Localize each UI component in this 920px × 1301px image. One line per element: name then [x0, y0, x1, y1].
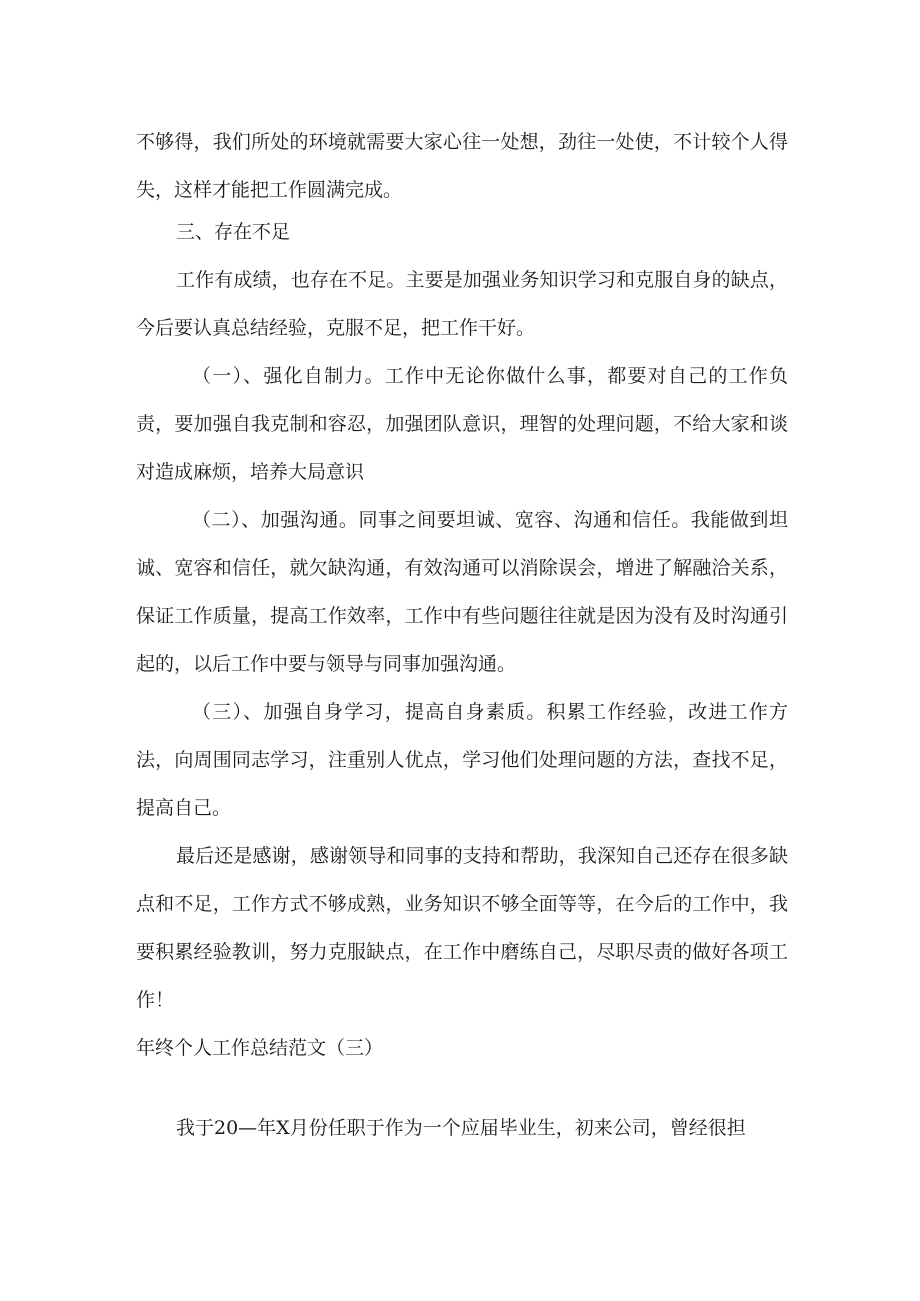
document-title-part-three: 年终个人工作总结范文（三）: [136, 1037, 384, 1059]
paragraph-self-control: （一）、强化自制力。工作中无论你做什么事，都要对自己的工作负责，要加强自我克制和容忍，加强团队意识，理智的处理问题，不给大家和谈对造成麻烦，培养大局意识: [136, 365, 788, 483]
paragraph-self-study: （三）、加强自身学习，提高自身素质。积累工作经验，改进工作方法，向周围同志学习，注重别人优点，学习他们处理问题的方法，查找不足，提高自己。: [136, 701, 788, 819]
paragraph-teamwork-closing: 不够得，我们所处的环境就需要大家心往一处想，劲往一处使，不计较个人得失，这样才能把工作圆满完成。: [136, 131, 788, 201]
section-heading-shortcomings: 三、存在不足: [176, 221, 291, 243]
paragraph-new-graduate-intro: 我于20—年X月份任职于作为一个应届毕业生，初来公司，曾经很担: [176, 1117, 746, 1139]
paragraph-shortcomings-intro: 工作有成绩，也存在不足。主要是加强业务知识学习和克服自身的缺点，今后要认真总结经验，克服不足，把工作干好。: [136, 269, 788, 339]
paragraph-communication: （二）、加强沟通。同事之间要坦诚、宽容、沟通和信任。我能做到坦诚、宽容和信任，就欠缺沟通，有效沟通可以消除误会，增进了解融洽关系，保证工作质量，提高工作效率，工作中有些问题往往就是因为没有及时沟通引起的，以后工作中要与领导与同事加强沟通。: [136, 509, 788, 675]
paragraph-thanks-conclusion: 最后还是感谢，感谢领导和同事的支持和帮助，我深知自己还存在很多缺点和不足，工作方式不够成熟，业务知识不够全面等等，在今后的工作中，我要积累经验教训，努力克服缺点，在工作中磨练自己，尽职尽责的做好各项工作！: [136, 845, 788, 1011]
